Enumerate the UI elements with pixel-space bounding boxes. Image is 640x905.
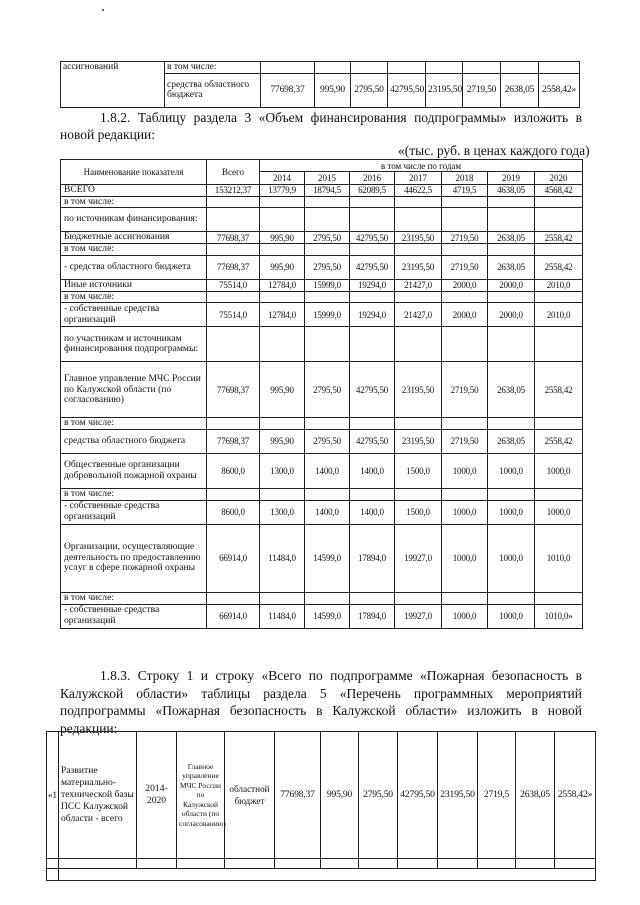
row-year-value: 995,90	[260, 232, 305, 244]
row-year-value	[535, 488, 583, 500]
table-row	[61, 524, 583, 592]
row-year-value	[260, 291, 305, 303]
row-year-value: 2010,0	[535, 279, 583, 291]
row-year-value: 15999,0	[305, 303, 350, 327]
cont-label: ассигнований	[61, 62, 165, 108]
row-total	[207, 327, 260, 362]
row-year-value	[442, 488, 488, 500]
row-year-value: 4719,5	[442, 185, 488, 197]
row-year-value: 19927,0	[395, 524, 442, 592]
row-total	[207, 291, 260, 303]
measure-value: 2795,50	[359, 732, 398, 859]
row-year-value: 18794,5	[305, 185, 350, 197]
paragraph-1-8-2: 1.8.2. Таблицу раздела 3 «Объем финансирования подпрограммы» изложить в новой редакции:	[60, 110, 582, 142]
row-year-value	[442, 327, 488, 362]
row-year-value	[260, 208, 305, 232]
row-year-value: 1300,0	[260, 453, 305, 488]
row-year-value: 21427,0	[395, 303, 442, 327]
row-label: - собственные средства организаций	[61, 604, 207, 628]
row-year-value	[395, 488, 442, 500]
row-label: средства областного бюджета	[61, 429, 207, 453]
row-year-value: 21427,0	[395, 279, 442, 291]
row-total: 66914,0	[207, 524, 260, 592]
row-year-value: 15999,0	[305, 279, 350, 291]
table-row	[61, 429, 583, 453]
row-year-value: 4568,42	[535, 185, 583, 197]
row-label: ВСЕГО	[61, 185, 207, 197]
row-year-value	[488, 244, 535, 256]
measure-value: 23195,50	[438, 732, 478, 859]
row-year-value: 1400,0	[305, 500, 350, 524]
table-row	[61, 208, 583, 232]
row-year-value: 1000,0	[488, 500, 535, 524]
cont-source: средства областного бюджета	[165, 73, 261, 107]
row-total: 8600,0	[207, 500, 260, 524]
measure-value: 42795,50	[398, 732, 438, 859]
table-row	[61, 244, 583, 256]
row-year-value: 44622,5	[395, 185, 442, 197]
row-year-value: 2010,0	[535, 303, 583, 327]
row-year-value	[535, 592, 583, 604]
table-row	[61, 327, 583, 362]
header-years-group: в том числе по годам	[260, 160, 583, 172]
table-row	[61, 362, 583, 418]
row-year-value	[442, 291, 488, 303]
row-label: Иные источники	[61, 279, 207, 291]
measure-source: областной бюджет	[225, 732, 275, 859]
row-year-value: 42795,50	[350, 429, 395, 453]
cont-value: 77698,37	[261, 73, 315, 107]
row-year-value: 1000,0	[535, 453, 583, 488]
row-year-value: 2000,0	[488, 279, 535, 291]
row-year-value: 2558,42	[535, 255, 583, 279]
row-year-value: 11484,0	[260, 524, 305, 592]
row-year-value: 1400,0	[305, 453, 350, 488]
row-year-value: 19294,0	[350, 303, 395, 327]
table-row	[61, 303, 583, 327]
row-year-value: 4638,05	[488, 185, 535, 197]
row-year-value: 1000,0	[488, 453, 535, 488]
header-year: 2019	[488, 172, 535, 185]
row-year-value: 2719,50	[442, 255, 488, 279]
row-year-value	[488, 488, 535, 500]
table-row	[61, 453, 583, 488]
row-year-value: 12784,0	[260, 279, 305, 291]
row-label: Общественные организации добровольной пожарной охраны	[61, 453, 207, 488]
units-note: «(тыс. руб. в ценах каждого года)	[398, 143, 590, 158]
row-year-value: 995,90	[260, 255, 305, 279]
header-year: 2015	[305, 172, 350, 185]
measure-name: Развитие материально-технической базы ПСС Калужской области - всего	[59, 732, 137, 859]
row-year-value	[395, 327, 442, 362]
row-year-value	[305, 196, 350, 208]
row-year-value: 1000,0	[535, 500, 583, 524]
row-year-value	[305, 208, 350, 232]
header-year: 2017	[395, 172, 442, 185]
measure-executor: Главное управление МЧС России по Калужской области (по согласованию)	[177, 732, 225, 859]
row-year-value: 2795,50	[305, 232, 350, 244]
row-year-value	[260, 327, 305, 362]
row-label: Организации, осуществляющие деятельность по предоставлению услуг в сфере пожарной охраны	[61, 524, 207, 592]
row-year-value	[260, 244, 305, 256]
financing-table	[60, 159, 583, 629]
row-year-value: 1400,0	[350, 500, 395, 524]
row-year-value	[535, 291, 583, 303]
row-total: 77698,37	[207, 362, 260, 418]
row-total	[207, 196, 260, 208]
row-year-value: 2558,42	[535, 429, 583, 453]
row-year-value	[305, 244, 350, 256]
measure-value: 2558,42»	[555, 732, 596, 859]
row-year-value	[350, 244, 395, 256]
paragraph-1-8-3: 1.8.3. Строку 1 и строку «Всего по подпрограмме «Пожарная безопасность в Калужской области» таблицы раздела 5 «Перечень программных мероприятий подпрограммы «Пожарная безопасность в Калужской области» изложить в новой редакции:	[60, 668, 582, 736]
row-year-value: 2638,05	[488, 232, 535, 244]
row-year-value: 42795,50	[350, 232, 395, 244]
row-total: 75514,0	[207, 279, 260, 291]
row-year-value	[260, 592, 305, 604]
row-year-value: 1010,0»	[535, 604, 583, 628]
row-year-value: 13779,9	[260, 185, 305, 197]
measure-period: 2014-2020	[137, 732, 177, 859]
row-label: - собственные средства организаций	[61, 500, 207, 524]
row-year-value	[488, 291, 535, 303]
row-year-value: 2638,05	[488, 362, 535, 418]
table-row	[61, 500, 583, 524]
row-year-value: 2638,05	[488, 255, 535, 279]
row-total: 77698,37	[207, 429, 260, 453]
row-year-value: 1000,0	[442, 500, 488, 524]
row-year-value	[350, 196, 395, 208]
row-year-value: 11484,0	[260, 604, 305, 628]
row-total: 77698,37	[207, 232, 260, 244]
row-year-value: 23195,50	[395, 232, 442, 244]
row-year-value: 1000,0	[442, 453, 488, 488]
header-year: 2016	[350, 172, 395, 185]
row-label: по участникам и источникам финансирования подпрограммы:	[61, 327, 207, 362]
row-year-value	[488, 418, 535, 430]
row-year-value	[350, 418, 395, 430]
row-total: 8600,0	[207, 453, 260, 488]
row-year-value	[350, 592, 395, 604]
table-row	[61, 255, 583, 279]
row-year-value: 1300,0	[260, 500, 305, 524]
cont-value: 2558,42»	[539, 73, 580, 107]
table-row	[61, 185, 583, 197]
row-year-value	[488, 196, 535, 208]
row-year-value: 2795,50	[305, 362, 350, 418]
row-year-value	[350, 488, 395, 500]
header-total: Всего	[207, 160, 260, 185]
row-year-value: 17894,0	[350, 604, 395, 628]
row-year-value: 23195,50	[395, 362, 442, 418]
row-total	[207, 488, 260, 500]
row-year-value: 2000,0	[442, 303, 488, 327]
row-year-value: 2558,42	[535, 362, 583, 418]
row-year-value: 1000,0	[442, 524, 488, 592]
measures-table	[46, 731, 596, 881]
row-year-value	[488, 592, 535, 604]
row-year-value	[442, 244, 488, 256]
cont-value: 2795,50	[351, 73, 388, 107]
cont-value: 42795,50	[388, 73, 426, 107]
row-year-value	[350, 327, 395, 362]
row-year-value: 2000,0	[488, 303, 535, 327]
row-year-value: 14599,0	[305, 524, 350, 592]
row-year-value: 17894,0	[350, 524, 395, 592]
row-year-value	[395, 592, 442, 604]
row-year-value: 42795,50	[350, 255, 395, 279]
row-year-value	[488, 208, 535, 232]
cont-sub-label: в том числе:	[165, 62, 261, 74]
row-year-value	[350, 291, 395, 303]
continuation-table	[60, 61, 580, 108]
table-row	[61, 196, 583, 208]
row-total	[207, 592, 260, 604]
row-year-value	[395, 291, 442, 303]
row-year-value: 2000,0	[442, 279, 488, 291]
row-year-value	[535, 208, 583, 232]
measure-value: 2638,05	[516, 732, 555, 859]
row-total	[207, 418, 260, 430]
row-year-value	[260, 418, 305, 430]
header-year: 2018	[442, 172, 488, 185]
row-year-value	[350, 208, 395, 232]
row-label: в том числе:	[61, 488, 207, 500]
row-label: в том числе:	[61, 291, 207, 303]
row-year-value: 2719,50	[442, 232, 488, 244]
row-year-value	[442, 592, 488, 604]
measure-value: 77698,37	[275, 732, 321, 859]
row-year-value	[442, 208, 488, 232]
row-label: в том числе:	[61, 418, 207, 430]
header-year: 2014	[260, 172, 305, 185]
row-label: в том числе:	[61, 244, 207, 256]
row-year-value	[442, 418, 488, 430]
scan-dot	[102, 9, 104, 11]
measure-value: 995,90	[321, 732, 359, 859]
row-total	[207, 244, 260, 256]
row-total: 153212,37	[207, 185, 260, 197]
row-year-value: 1400,0	[350, 453, 395, 488]
cont-value: 2638,05	[501, 73, 539, 107]
row-label: Главное управление МЧС России по Калужской области (по согласованию)	[61, 362, 207, 418]
row-year-value: 2719,50	[442, 362, 488, 418]
row-year-value	[305, 418, 350, 430]
row-year-value	[535, 244, 583, 256]
table-row	[61, 488, 583, 500]
table-row	[61, 418, 583, 430]
row-year-value	[395, 244, 442, 256]
measure-value: 2719,5	[478, 732, 516, 859]
row-year-value: 995,90	[260, 429, 305, 453]
cont-value: 23195,50	[426, 73, 463, 107]
table-row	[61, 279, 583, 291]
row-year-value: 1500,0	[395, 500, 442, 524]
header-year: 2020	[535, 172, 583, 185]
row-year-value: 23195,50	[395, 429, 442, 453]
row-total: 77698,37	[207, 255, 260, 279]
row-year-value: 1000,0	[442, 604, 488, 628]
row-year-value: 12784,0	[260, 303, 305, 327]
row-year-value: 62089,5	[350, 185, 395, 197]
row-year-value: 2558,42	[535, 232, 583, 244]
row-year-value	[260, 488, 305, 500]
row-year-value	[260, 196, 305, 208]
row-year-value	[395, 196, 442, 208]
row-year-value	[535, 196, 583, 208]
row-label: Бюджетные ассигнования	[61, 232, 207, 244]
row-year-value	[442, 196, 488, 208]
row-label: в том числе:	[61, 196, 207, 208]
row-year-value: 23195,50	[395, 255, 442, 279]
row-total: 66914,0	[207, 604, 260, 628]
row-year-value: 1010,0	[535, 524, 583, 592]
row-label: в том числе:	[61, 592, 207, 604]
row-year-value: 995,90	[260, 362, 305, 418]
table-row	[61, 604, 583, 628]
table-row	[61, 232, 583, 244]
row-year-value: 19927,0	[395, 604, 442, 628]
cont-value: 2719,50	[463, 73, 501, 107]
row-year-value: 14599,0	[305, 604, 350, 628]
row-year-value	[305, 488, 350, 500]
row-label: - средства областного бюджета	[61, 255, 207, 279]
row-label: по источникам финансирования:	[61, 208, 207, 232]
row-year-value	[535, 327, 583, 362]
cont-value: 995,90	[315, 73, 351, 107]
row-year-value: 42795,50	[350, 362, 395, 418]
table-row	[61, 592, 583, 604]
row-year-value: 1000,0	[488, 524, 535, 592]
header-indicator: Наименование показателя	[61, 160, 207, 185]
row-year-value	[305, 291, 350, 303]
row-year-value: 1500,0	[395, 453, 442, 488]
row-year-value: 2795,50	[305, 255, 350, 279]
row-number: «1	[47, 732, 59, 859]
row-total	[207, 208, 260, 232]
row-total: 75514,0	[207, 303, 260, 327]
row-year-value	[305, 592, 350, 604]
table-row	[61, 291, 583, 303]
row-year-value	[395, 208, 442, 232]
row-year-value: 2719,50	[442, 429, 488, 453]
row-label: - собственные средства организаций	[61, 303, 207, 327]
row-year-value	[535, 418, 583, 430]
row-year-value: 2795,50	[305, 429, 350, 453]
row-year-value	[395, 418, 442, 430]
row-year-value: 2638,05	[488, 429, 535, 453]
row-year-value: 1000,0	[488, 604, 535, 628]
row-year-value	[305, 327, 350, 362]
row-year-value: 19294,0	[350, 279, 395, 291]
row-year-value	[488, 327, 535, 362]
